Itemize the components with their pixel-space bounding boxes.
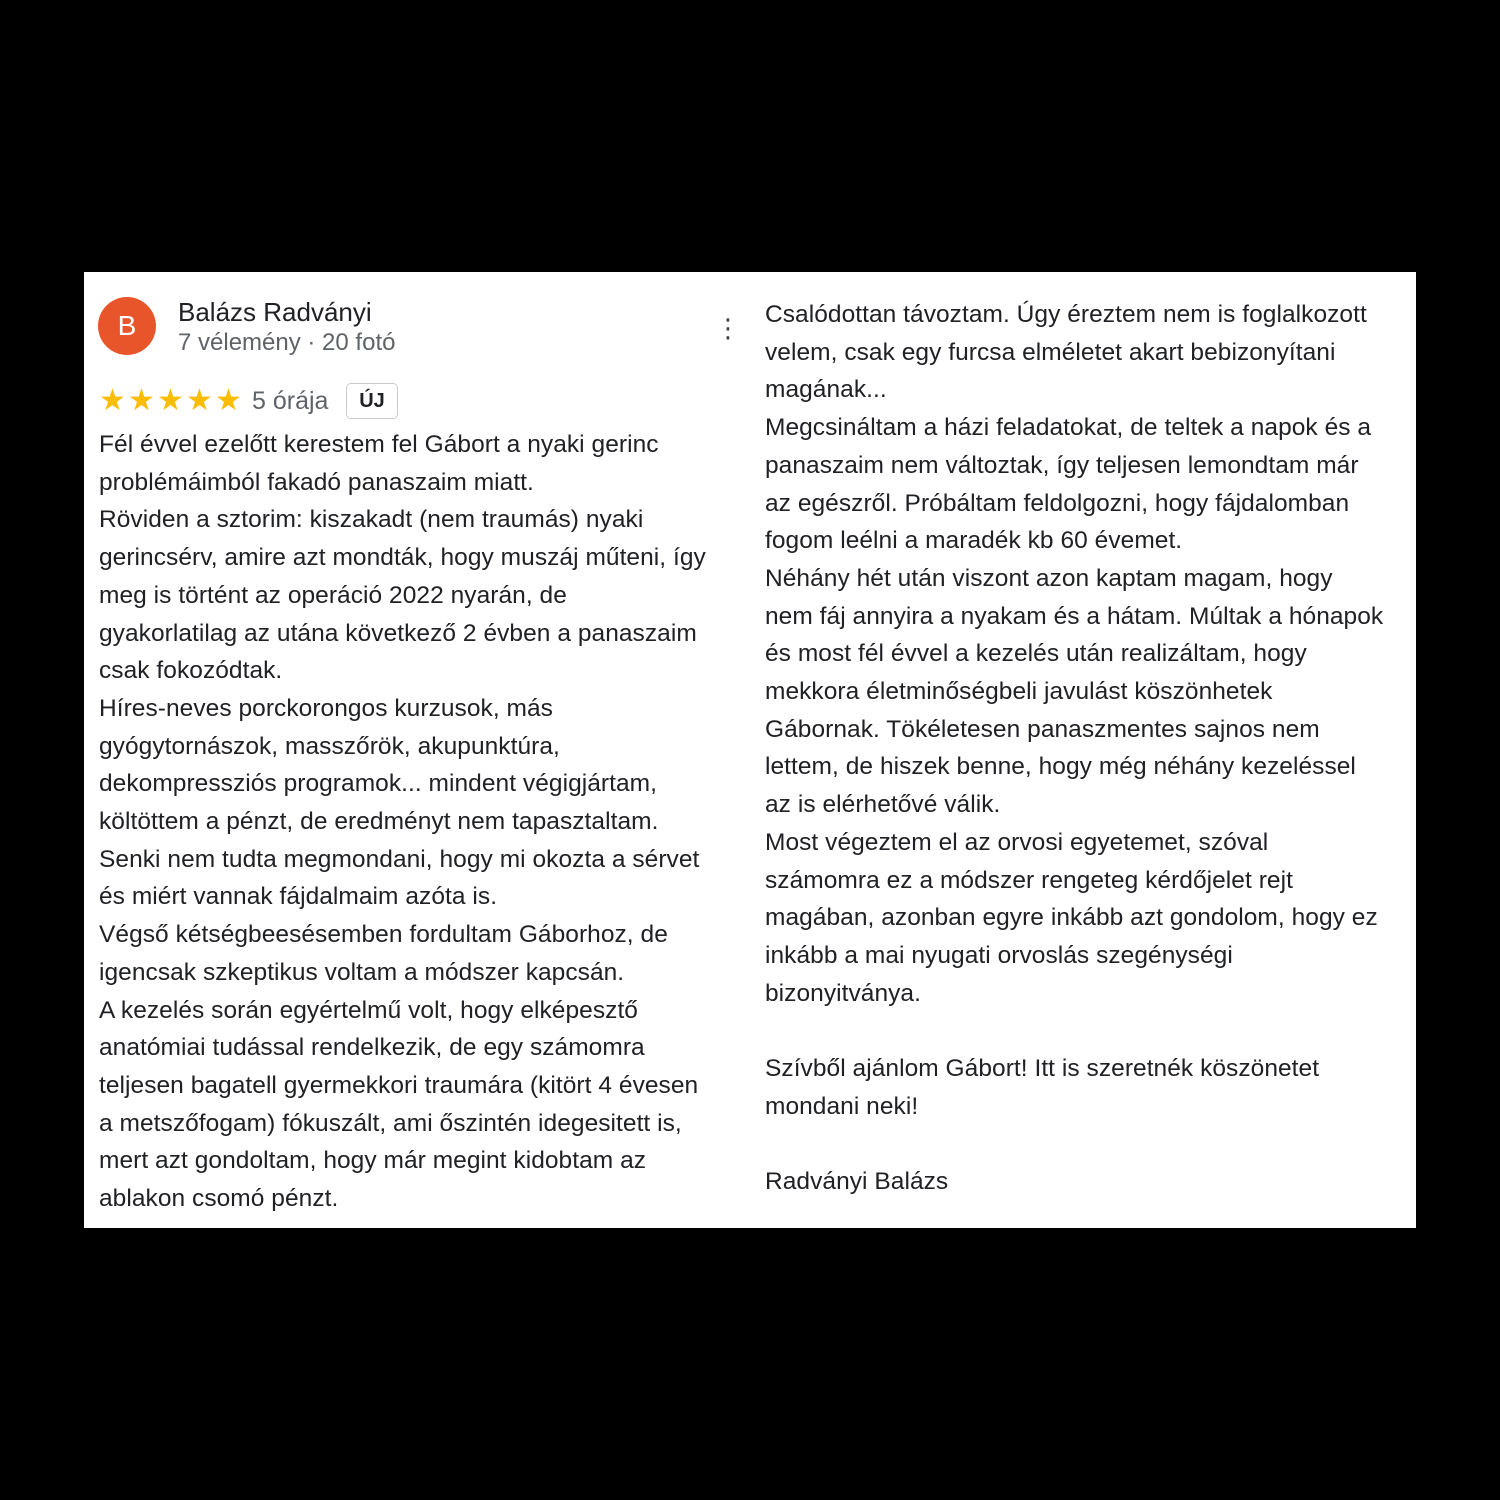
- review-text-line: problémáimból fakadó panaszaim miatt.: [99, 468, 534, 496]
- more-vert-icon: ⋮: [715, 313, 741, 343]
- review-text-line: Néhány hét után viszont azon kaptam magam, hogy: [765, 564, 1333, 592]
- review-text-line: meg is történt az operáció 2022 nyarán, de: [99, 581, 567, 609]
- review-text-line: inkább a mai nyugati orvoslás szegénységi: [765, 941, 1233, 969]
- review-card: [84, 272, 1416, 1228]
- review-text-line: költöttem a pénzt, de eredményt nem tapasztaltam.: [99, 808, 659, 836]
- review-text-line: Radványi Balázs: [765, 1168, 949, 1196]
- star-icon: ★: [128, 384, 155, 417]
- review-text-line: Megcsináltam a házi feladatokat, de teltek a napok és a: [765, 414, 1372, 442]
- review-text-line: csak fokozódtak.: [99, 657, 283, 685]
- review-text-line: Gábornak. Tökéletesen panaszmentes sajnos nem: [765, 715, 1320, 743]
- review-text-line: az egészről. Próbáltam feldolgozni, hogy fájdalomban: [765, 489, 1350, 517]
- review-text-line: [765, 1012, 1410, 1050]
- review-text-line: mondani neki!: [765, 1092, 919, 1120]
- review-time: 5 órája: [252, 387, 329, 415]
- review-text-line: és miért vannak fájdalmaim azóta is.: [99, 883, 498, 911]
- review-text-line: és most fél évvel a kezelés után realizáltam, hogy: [765, 640, 1307, 668]
- review-text-line: Röviden a sztorim: kiszakadt (nem traumás) nyaki: [99, 506, 644, 534]
- review-text-line: nem fáj annyira a nyakam és a hátam. Múltak a hónapok: [765, 602, 1384, 630]
- new-badge: ÚJ: [346, 383, 398, 419]
- review-text-line: lettem, de hiszek benne, hogy még néhány kezeléssel: [765, 753, 1356, 781]
- review-text-line: Szívből ajánlom Gábort! Itt is szeretnék köszönetet: [765, 1055, 1320, 1083]
- reviewer-stats: 7 vélemény · 20 fotó: [178, 329, 396, 356]
- review-text-line: gyógytornászok, masszőrök, akupunktúra,: [99, 732, 560, 760]
- review-text-line: mekkora életminőségbeli javulást köszönhetek: [765, 678, 1273, 706]
- review-text-line: Senki nem tudta megmondani, hogy mi okozta a sérvet: [99, 845, 700, 873]
- avatar[interactable]: B: [98, 297, 156, 355]
- reviewer-name[interactable]: Balázs Radványi: [178, 297, 372, 327]
- more-options-button[interactable]: [714, 314, 742, 342]
- review-text-line: gerincsérv, amire azt mondták, hogy muszáj műteni, így: [99, 544, 706, 572]
- review-text-right-column: [765, 296, 1410, 1201]
- review-text-line: Fél évvel ezelőtt kerestem fel Gábort a nyaki gerinc: [99, 431, 659, 458]
- review-text-line: a metszőfogam) fókuszált, ami őszintén idegesitett is,: [99, 1109, 682, 1137]
- review-text-line: Csalódottan távoztam. Úgy éreztem nem is foglalkozott: [765, 301, 1367, 328]
- review-text-line: panaszaim nem változtak, így teljesen lemondtam már: [765, 451, 1359, 479]
- review-text-left-column: [99, 426, 749, 1218]
- review-text-line: Végső kétségbeesésemben fordultam Gáborhoz, de: [99, 921, 668, 949]
- review-text-line: anatómiai tudással rendelkezik, de egy számomra: [99, 1034, 645, 1062]
- star-icon: ★: [99, 384, 126, 417]
- star-rating: [98, 383, 243, 419]
- review-text-line: A kezelés során egyértelmű volt, hogy elképesztő: [99, 996, 638, 1024]
- star-icon: ★: [186, 384, 213, 417]
- review-text-line: ablakon csomó pénzt.: [99, 1185, 339, 1213]
- review-text-line: magában, azonban egyre inkább azt gondolom, hogy ez: [765, 904, 1378, 932]
- review-text-line: bizonyitványa.: [765, 979, 921, 1007]
- review-text-line: Híres-neves porckorongos kurzusok, más: [99, 694, 553, 722]
- review-text-line: [765, 1125, 1410, 1163]
- review-text-line: Most végeztem el az orvosi egyetemet, szóval: [765, 828, 1269, 856]
- review-text-line: számomra ez a módszer rengeteg kérdőjelet rejt: [765, 866, 1293, 894]
- review-text-line: igencsak szkeptikus voltam a módszer kapcsán.: [99, 958, 625, 986]
- review-text-line: gyakorlatilag az utána következő 2 évben a panaszaim: [99, 619, 697, 647]
- review-text-line: teljesen bagatell gyermekkori traumára (kitört 4 évesen: [99, 1071, 699, 1099]
- review-text-line: fogom leélni a maradék kb 60 évemet.: [765, 527, 1183, 555]
- star-icon: ★: [157, 384, 184, 417]
- review-text-line: az is elérhetővé válik.: [765, 791, 1001, 819]
- review-text-line: velem, csak egy furcsa elméletet akart bebizonyítani: [765, 338, 1336, 366]
- review-text-line: mert azt gondoltam, hogy már megint kidobtam az: [99, 1147, 647, 1175]
- review-text-line: magának...: [765, 376, 887, 404]
- review-text-line: dekompressziós programok... mindent végigjártam,: [99, 770, 657, 798]
- star-icon: ★: [215, 384, 242, 417]
